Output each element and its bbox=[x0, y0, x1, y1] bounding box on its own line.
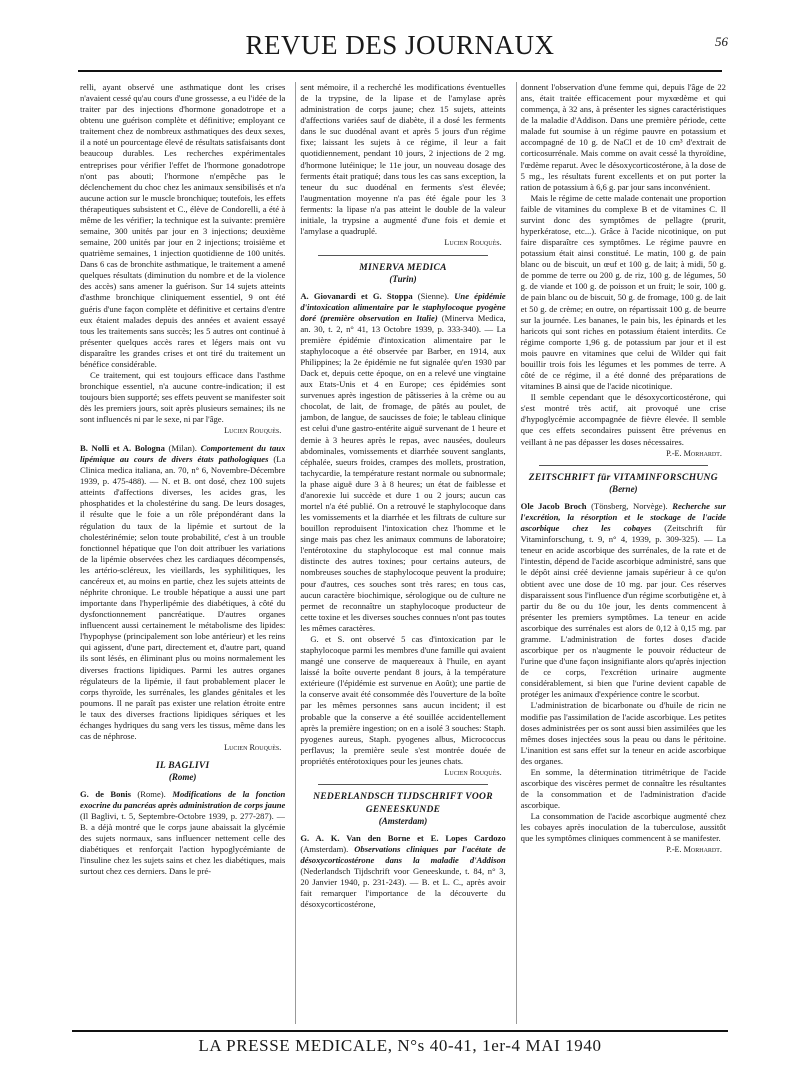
page-footer: LA PRESSE MEDICALE, N°s 40-41, 1er-4 MAI 1940 bbox=[72, 1030, 728, 1064]
text-columns bbox=[80, 82, 726, 1024]
article bbox=[80, 789, 285, 878]
paragraph: sent mémoire, il a recherché les modifications éventuelles de la trypsine, de la lipase et de l'amylase après administration de corps jaune; chez 15 sujets, atteints d'affections variées sauf de diabète, il a dosé les ferments dans le suc duodénal avant et après 5 jours d'un régime fixe; laissant les sujets à ce régime, il leur a fait quotidiennement, pendant 10 jours, 2 injections de 2 mg. d'hormone lutéinique; le 11e jour, un nouveau dosage des ferments était pratiqué; dans tous les cas sans exception, la teneur du suc duodénal en ferments s'est élevée; l'augmentation moyenne n'a pas été égale pour les 3 ferments: la lipase n'a pas atteint le double de la valeur initiale, la trypsine a augmenté d'une fois et demie et l'amylase a quadruplé. bbox=[300, 82, 506, 237]
article-authors: Ole Jacob Broch bbox=[520, 501, 587, 512]
article-place: (Milan). bbox=[164, 443, 201, 453]
signature: Lucien Rouquès. bbox=[444, 767, 502, 777]
journal-city: (Amsterdam) bbox=[378, 815, 428, 826]
article-title: Observations cliniques par l'acétate de désoxycorticostérone dans la maladie d'Addison bbox=[300, 843, 506, 865]
journal-heading: NEDERLANDSCH TIJDSCHRIFT VOOR GENEESKUNDE bbox=[313, 792, 493, 815]
divider bbox=[539, 465, 708, 466]
article-place: (Tönsberg, Norvège). bbox=[586, 501, 673, 512]
article-title: Modifications de la fonction exocrine du pancréas après administration de corps jaune bbox=[80, 788, 286, 810]
paragraph: Mais le régime de cette malade contenait une proportion faible de vitamines du complexe B et de vitamines C. Il survint donc des symptômes de pellagre (prurit, hyperkératose, etc...). Grâce à l'acide nicotinique, on put faire disparaître ces symptômes. Le régime pauvre en potassium était ainsi constitué. Le matin, 100 g. de pain blanc ou de biscuit, un œuf et 100 g. de lait; à midi, 50 g. de pomme de terre ou 200 g. de riz, 100 g. de légumes, 50 g. de viande et 100 g. de poisson et un fruit; le soir, 100 g. de pain blanc ou de biscuit, 50 g. de fromage, 100 g. de lait et 50 g. de crème; en outre, on répartissait 100 g. de beurre sur la journée. Les bananes, le pain bis, les épinards et les haricots qui sont riches en potassium étaient interdits. Ce régime comporte 1,96 g. de potassium par jour et il est mois pauvre en vitamines que celui de Wilder qui fait bouillir trois fois les légumes et les pommes de terre. A côté de ce régime, il a été donné des préparations de vitamines B ainsi que de l'acide nicotinique. bbox=[520, 192, 726, 392]
journal-city: (Berne) bbox=[609, 484, 638, 495]
page-header bbox=[78, 30, 728, 72]
page-number: 56 bbox=[715, 34, 728, 49]
paragraph: L'administration de bicarbonate ou d'huile de ricin ne modifie pas l'assimilation de l'acide ascorbique. Les petites doses administrées per os sont aussi bien assimilées que les mêmes doses injectées sous la peau ou dans le péritoine. L'inanition est sans effet sur la teneur en acide ascorbique des organes. bbox=[520, 700, 726, 766]
column-1 bbox=[80, 82, 285, 1024]
article bbox=[300, 833, 505, 911]
paragraph: donnent l'observation d'une femme qui, depuis l'âge de 22 ans, était traitée efficacement pour myxœdème et qui commença, à 32 ans, à présenter les signes caractéristiques de la maladie d'Addison. Dans une première période, cette malade fut soumise à un régime pauvre en potassium et accompagné de 10 g. de NaCl et de 10 cm³ d'extrait de corticosurrénale. Mais comme on avait cessé la thyroïdine, l'œdème reparut. Avec le désoxycorticostérone, à la dose de 5 mg., les résultats furent excellents et on put porter la ration de potassium à 6,6 g. par jour sans inconvénient. bbox=[520, 82, 726, 192]
column-3 bbox=[516, 82, 726, 1024]
signature: P.-E. Morhardt. bbox=[666, 448, 722, 458]
column-2 bbox=[295, 82, 505, 1024]
article-title: Comportement du taux lipémique au cours de divers états pathologiques bbox=[80, 443, 286, 465]
divider bbox=[318, 255, 487, 256]
journal-heading: MINERVA MEDICA bbox=[359, 262, 447, 273]
paragraph: En somme, la détermination titrimétrique de l'acide ascorbique des viscères permet de connaître les résultantes de la consommation et de l'administration d'acide ascorbique. bbox=[520, 766, 726, 811]
article bbox=[521, 501, 726, 700]
article-authors: A. Giovanardi et G. Stoppa bbox=[300, 290, 413, 301]
article-body: B. et L. C., après avoir fait remarquer l'importance de la découverte du désoxycorticostérone, bbox=[300, 876, 506, 910]
paragraph: G. et S. ont observé 5 cas d'intoxication par le staphylocoque parmi les membres d'une famille qui avaient mangé une conserve de maquereaux à l'huile, en ayant laissé la boîte ouverte pendant 8 jours, à la température extérieure (l'épidémie est survenue en Août); une partie de la conserve avait été consommée dès l'ouverture de la boîte par les mêmes personnes sans aucun incident; il est probable que la conserve a été souillée accidentellement après la première ingestion; on en a isolé 3 souches: Staph. pyogenes aureus, Staph. pyogenes albus, Micrococcus perflavus; la première seule s'est montrée douée de propriétés entérotoxiques pour les jeunes chats. bbox=[300, 633, 506, 766]
article-place: (Amsterdam). bbox=[300, 843, 355, 854]
signature: Lucien Rouquès. bbox=[224, 426, 282, 436]
paragraph: Il semble cependant que le désoxycorticostérone, qui s'est montré très actif, ait provoqué une crise d'hypoglycémie accompagnée de fièvre élevée. Il semble que ces effets secondaires puissent être prévenus en veillant à ne pas dépasser les doses nécessaires. bbox=[520, 392, 726, 447]
article-title: Une épidémie d'intoxication alimentaire par le staphylocoque pyogène doré (première observation en Italie) bbox=[300, 290, 506, 323]
divider bbox=[318, 784, 487, 785]
article-place: (Sienne). bbox=[412, 290, 455, 301]
article-authors: G. de Bonis bbox=[80, 788, 131, 799]
paragraph: relli, ayant observé une asthmatique dont les crises n'avaient cessé qu'au cours d'une grossesse, a eu l'idée de la traiter par des injections d'hormone gonadotrope et a obtenu une guérison complète et définitive; employant ce traitement chez de nombreux asthmatiques des deux sexes, il a noté un pourcentage élevé de résultats satisfaisants dont beaucoup durables. Les recherches expérimentales entreprises pour vérifier l'effet de l'hormone gonadotrope n'ont pas abouti; l'hormone n'empêche pas le déclenchement du choc chez les animaux sensibilisés et n'a aucune action sur le muscle bronchique; toutefois, les effets thérapeutiques subsistent et C., élève de Condorelli, a été à même de les vérifier; la technique est la suivante: première semaine, 300 unités par jour en 3 injections; deuxième semaine, 200 unités par jour en 2 injections; troisième et quatrième semaines, 1 injection quotidienne de 100 unités. Dans 6 cas de bronchite asthmatique, le traitement a amené quelques résultats (diminution du nombre et de la violence des accès) sans amener la guérison. Sur 14 sujets atteints d'asthme bronchique cliniquement essentiel, 9 ont été guéris d'une façon complète et définitive et certains d'entre eux étaient malades depuis des années et avaient essayé tous les traitements sans succès; les 5 autres ont continué à présenter quelques accès rares et légers mais ont vu disparaître les grandes crises et ont tiré du traitement un bénéfice considérable. bbox=[80, 82, 286, 369]
article-reference: (Il Baglivi, t. 5, Septembre-Octobre 1939, p. 277-287). — bbox=[80, 810, 286, 821]
article-reference: (Zeitschrift für Vitaminforschung, t. 9, n° 4, 1939, p. 309-325). — bbox=[520, 523, 726, 545]
article-body: B. a déjà montré que le corps jaune abaissait la glycémie des sujets normaux, sans influencer nettement celle des diabétiques et renforçait l'action hypoglycémiante de l'insuline chez les sujets sains et chez les diabétiques, mais surtout chez ces derniers. Dans le pré- bbox=[80, 821, 286, 877]
article-reference: (La Clinica medica italiana, an. 70, n° 6, Novembre-Décembre 1939, p. 475-488). — bbox=[80, 454, 286, 487]
running-title: REVUE DES JOURNAUX bbox=[245, 30, 555, 60]
article-body: La teneur en acide ascorbique des surrénales, de la rate et de l'intestin, dépend de l'acide ascorbique administré, sans que le dépôt ainsi créé devienne jamais supérieur à ce qu'on obtient avec une dose de 10 mg. par jour. Ces réserves disparaissent sous l'influence d'un régime scorbutigène et, à partir du 8e ou du 10e jour, les dents commencent à présenter les premiers symptômes. La teneur en acide ascorbique des surrénales est alors de 0,12 à 0,15 mg. par gramme. L'administration de fortes doses d'acide ascorbique per os n'augmente le pouvoir réducteur de l'urine que d'une façon insignifiante alors qu'après injection de ce corps, l'excrétion urinaire augmente considérablement, si bien que l'urine devient capable de protéger les animaux d'expérience contre le scorbut. bbox=[520, 534, 726, 700]
journal-city: (Rome) bbox=[168, 771, 197, 782]
article-body: La première épidémie d'intoxication alimentaire par le staphylocoque a été observée par Barber, en 1914, aux Philippines; la 2e épidémie ne fut signalée qu'en 1930 par Dack et, depuis cette époque, on en a relevé une vingtaine aux Etats-Unis et 4 en Europe; ces épidémies sont survenues après ingestion de pâtisseries à la crème ou au chocolat, de lait, de fromage, de pâtés au poulet, de jambon, de langue, de saucisses de foie; le tableau clinique est celui d'une gastro-entérite aiguë survenant de 1 heure et demie à 3 heures après le repas, avec nausées, douleurs abdominales, vomissements et diarrhée souvent sanglants, céphalée, sueurs froides, crampes des mollets, prostration, tachycardie, la température restant normale ou subnormale; la phase aiguë dure 3 à 8 heures; un état de faiblesse et d'anorexie lui succède et dure 1 ou 2 jours; aucun cas mortel n'a été publié. On a retrouvé le staphylocoque dans les vomissements et la diarrhée et les filtrats de culture sur bouillon reproduisent l'intoxication chez l'homme et le singe mais pas chez les animaux communs de laboratoire; l'entérotoxine du staphylocoque est mal connue mais distincte des autres toxines; pour certains auteurs, de nombreuses souches de staphylocoque peuvent la produire; pour d'autres, ces souches sont très rares; en tous cas, aucun caractère biochimique, sérologique ou de culture ne permet de reconnaître un staphylocoque producteur de cette toxine et les diverses souches connues n'ont pas toutes les mêmes caractères. bbox=[300, 323, 506, 633]
article-reference: (Nederlandsch Tijdschrift voor Geneeskunde, t. 84, n° 3, 20 Janvier 1940, p. 231-243). — bbox=[300, 865, 506, 887]
article-title: Recherche sur l'excrétion, la résorption et le stockage de l'acide ascorbique chez les cobayes bbox=[520, 501, 726, 534]
article-authors: B. Nolli et A. Bologna bbox=[80, 443, 165, 453]
article bbox=[300, 291, 505, 634]
article bbox=[80, 443, 285, 742]
article-body: N. et B. ont dosé, chez 100 sujets atteints d'affections diverses, les acides gras, les phosphatides et la cholestérine du sang. De leurs dosages, il résulte que le foie a un rôle prépondérant dans la régulation du taux de la lipémie et surtout de la cholestérinémie; selon toute probabilité, c'est à un trouble fonctionnel hépatique que l'on doit attribuer les variations de la lipémie observées chez les cardiaques décompensés, les artério-scléreux, les vieillards, les syphilitiques, les cancéreux et, au moins en partie, chez les sujets atteints de néphrite chronique. Le trouble hépatique a aussi une part importante dans l'hyperlipémie des diabétiques, à côté du dysfonctionnement pancréatique. D'autres organes influencent aussi certainement le métabolisme des lipides: l'hypophyse (principalement son lobe antérieur) et les reins qui agissent, d'une part, directement et, d'autre part, quand ils sont lésés, en éliminant plus ou moins normalement les diverses fractions lipidiques. Parmi les autres organes régulateurs de la lipémie, il faut probablement placer le corps thyroïde, les surrénales, les glandes génitales et les poumons. Il ne paraît pas exister une relation étroite entre le taux des diverses fractions lipidiques sériques et les échanges hydriques du sang vers les tissus, même dans les cas de néphrose. bbox=[80, 476, 286, 742]
paragraph: La consommation de l'acide ascorbique augmenté chez les cobayes après inoculation de la tuberculose, aussitôt que les symptômes cliniques commencent à se manifester. bbox=[520, 811, 726, 844]
journal-heading: IL BAGLIVI bbox=[155, 760, 210, 771]
signature: Lucien Rouquès. bbox=[444, 238, 502, 248]
signature: Lucien Rouquès. bbox=[224, 743, 282, 753]
journal-heading: ZEITSCHRIFT für VITAMINFORSCHUNG bbox=[528, 473, 718, 484]
article-place: (Rome). bbox=[130, 788, 173, 799]
paragraph: Ce traitement, qui est toujours efficace dans l'asthme bronchique essentiel, n'a aucune contre-indication; il est toujours bien supporté; ses effets peuvent se manifester soit dès les premiers jours, soit après plusieurs semaines; ils ne sont influencés ni par le sexe, ni par l'âge. bbox=[80, 370, 286, 425]
article-reference: (Minerva Medica, an. 30, t. 2, n° 41, 13 Octobre 1939, p. 333-340). — bbox=[300, 312, 506, 334]
journal-city: (Turin) bbox=[389, 273, 417, 284]
signature: P.-E. Morhardt. bbox=[666, 845, 722, 855]
article-authors: G. A. K. Van den Borne et E. Lopes Cardozo bbox=[300, 832, 506, 843]
